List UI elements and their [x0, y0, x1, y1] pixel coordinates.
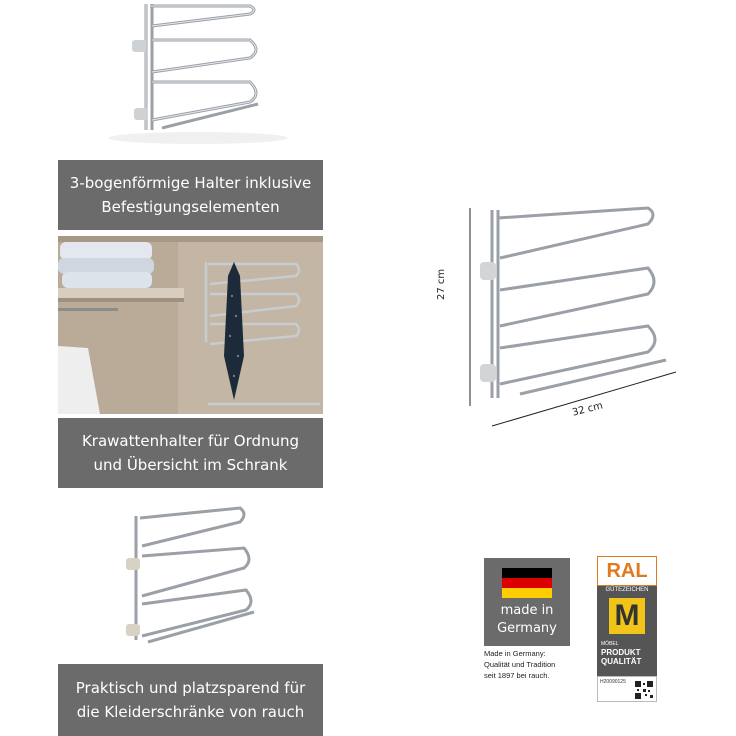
ral-main-panel [597, 586, 657, 676]
ral-code: H20090125 [600, 679, 626, 685]
ral-m-letter: M [609, 598, 645, 634]
dimension-diagram [440, 198, 680, 438]
made-in-germany-badge [484, 558, 570, 646]
ral-moebel-label: MÖBEL [601, 641, 619, 647]
lifestyle-photo [58, 236, 323, 414]
flag-stripe-black [502, 568, 552, 578]
ral-code-panel [597, 676, 657, 702]
width-label: 32 cm [571, 400, 605, 419]
product-image-top [58, 0, 323, 150]
made-in-line1: made in [500, 603, 554, 618]
product-image-bottom [58, 500, 323, 660]
ral-label: RAL [597, 556, 657, 586]
made-in-line2: Germany [497, 621, 557, 636]
made-in-note: Made in Germany: Qualität und Tradition seit 1897 bei rauch. [484, 649, 556, 680]
caption-bottom [58, 664, 323, 736]
height-label: 27 cm [436, 268, 447, 300]
caption-top-text: 3-bogenförmige Halter inklusive Befestigungselementen [69, 174, 312, 216]
caption-top [58, 160, 323, 230]
ral-badge [597, 556, 659, 704]
qr-code-icon [634, 680, 654, 700]
caption-middle-text: Krawattenhalter für Ordnung und Übersicht im Schrank [81, 432, 300, 474]
ral-produkt-label: PRODUKT QUALITÄT [601, 648, 642, 666]
german-flag [502, 568, 552, 598]
ral-sub-label: GÜTEZEICHEN [605, 587, 649, 593]
flag-stripe-red [502, 578, 552, 588]
caption-bottom-text: Praktisch und platzsparend für die Kleiderschränke von rauch [75, 679, 306, 721]
flag-stripe-gold [502, 588, 552, 598]
caption-middle [58, 418, 323, 488]
